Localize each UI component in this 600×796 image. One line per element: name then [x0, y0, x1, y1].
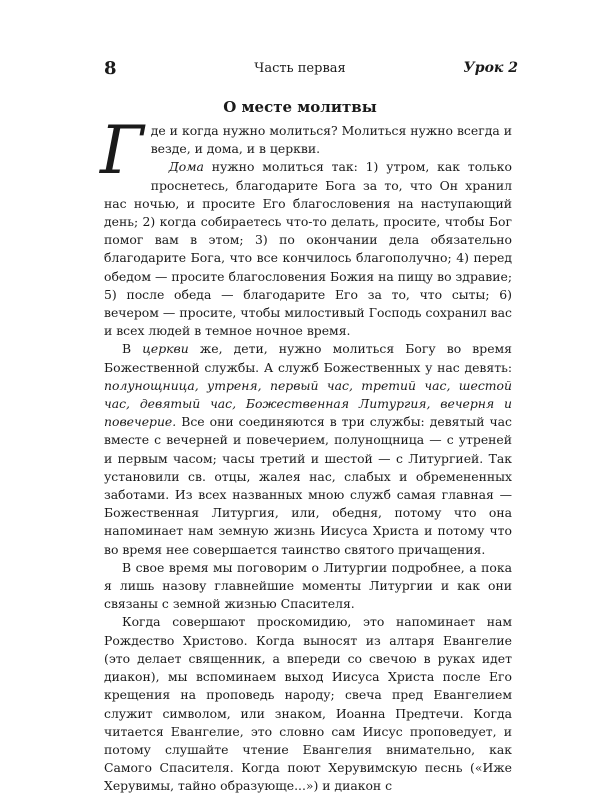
paragraph-1 — [100, 112, 512, 189]
paragraph-3-emphasis-2: полунощница, утреня, первый час, третий час, шестой час, девятый час, Божественная Литургия, вечерня и повечерие. — [104, 377, 512, 430]
paragraph-1-text: де и когда нужно молиться? Молиться нужно всегда и везде, и дома, и в церкви. — [150, 123, 512, 157]
paragraph-3-text-c: Все они соединяются в три службы: девятый час вместе с вечерней и повечерием, полунощница — с утреней и первым часом; часы третий и шестой — с Литургией. Так установили св. отцы, жалея нас, слабых и обремененных заботами. Из всех названных мною служб самая главная — Божественная Литургия, или, обедня, потому что она напоминает нам земную жизнь Иисуса Христа и потому что во время нее совершается таинство святого причащения. — [104, 414, 512, 557]
paragraph-4: В свое время мы поговорим о Литургии подробнее, а пока я лишь назову главнейшие моменты Литургии и как они связаны с земной жизнью Спасителя. — [104, 559, 512, 612]
paragraph-3-text-b: же, дети, нужно молиться Богу во время Божественной службы. А служб Божественных у нас девять: — [104, 341, 513, 375]
section-title: О месте молитвы — [223, 98, 377, 116]
page-number: 8 — [104, 58, 117, 79]
paragraph-2-text: нужно молиться так: 1) утром, как только проснетесь, благодарите Бога за то, что Он хранил нас ночью, и просите Его благословения на наступающий день; 2) когда собираетесь что-то делать, просите, чтобы Бог помог вам в этом; 3) по окончании дела обязательно благодарите Бога, что все кончилось благополучно; 4) перед обедом — просите благословения Божия на пищу во здравие; 5) после обеда — благодарите Его за то, что сыты; 6) вечером — просите, чтобы милостивый Господь сохранил вас и всех людей в темное ночное время. — [104, 159, 512, 339]
page-header — [0, 58, 600, 82]
paragraph-5: Когда совершают проскомидию, это напоминает нам Рождество Христово. Когда выносят из алтаря Евангелие (это делает священник, а впереди со свечою в руках идет диакон), мы вспоминаем выход Иисуса Христа после Его крещения на проповедь народу; свеча пред Евангелием служит символом, или знаком, Иоанна Предтечи. Когда читается Евангелие, это словно сам Иисус проповедует, и потому слушайте чтение Евангелия внимательно, как Самого Спасителя. Когда поют Херувимскую песнь («Иже Херувимы, тайно образующе...») и диакон с — [104, 614, 512, 794]
paragraph-3-text-a: В — [122, 341, 143, 357]
paragraph-3 — [104, 340, 512, 558]
paragraph-3-emphasis-1: церкви — [142, 341, 189, 357]
body-text — [100, 112, 513, 796]
drop-cap: Г — [100, 112, 144, 189]
paragraph-2 — [104, 158, 512, 340]
paragraph-2-emphasis: Дома — [168, 159, 204, 175]
lesson-label: Урок 2 — [463, 60, 518, 76]
running-title: Часть первая — [254, 61, 346, 76]
